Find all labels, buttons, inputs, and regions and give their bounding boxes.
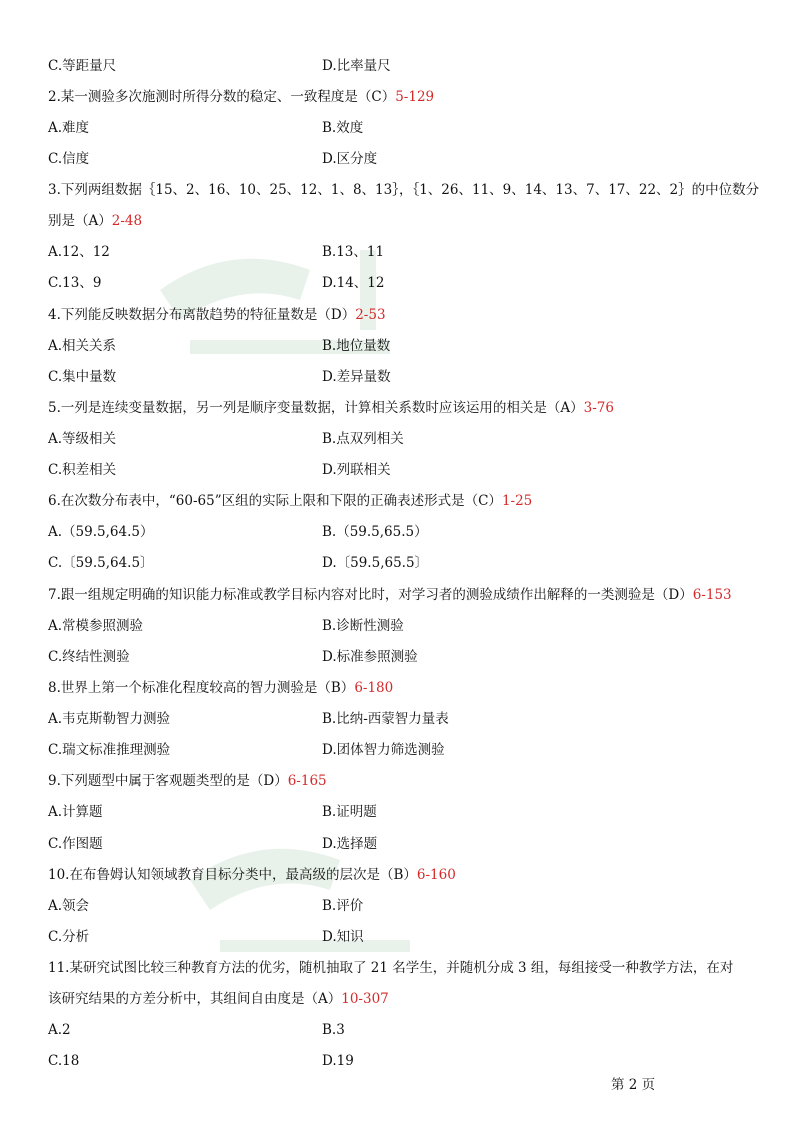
option-right: B.13、11	[322, 244, 385, 260]
option-right: D.比率量尺	[322, 58, 391, 74]
question-line	[48, 88, 434, 106]
option-right: B.证明题	[322, 804, 377, 820]
page-reference: 2-53	[355, 307, 386, 323]
option-left: C.作图题	[48, 836, 103, 852]
question-line	[48, 959, 733, 977]
question-text: 5.一列是连续变量数据，另一列是顺序变量数据，计算相关系数时应该运用的相关是（A）	[48, 400, 584, 416]
question-line	[48, 586, 732, 604]
question-line	[48, 306, 386, 324]
page-number: 第 2 页	[611, 1077, 656, 1093]
question-line	[48, 679, 393, 697]
option-left: A.12、12	[48, 244, 110, 260]
option-right: B.评价	[322, 898, 364, 914]
option-left: A.相关关系	[48, 338, 117, 354]
option-left: C.信度	[48, 151, 90, 167]
question-line	[48, 772, 327, 790]
option-right: D.知识	[322, 929, 364, 945]
option-right: D.14、12	[322, 275, 385, 291]
page-reference: 6-160	[416, 867, 456, 883]
question-text: 8.世界上第一个标准化程度较高的智力测验是（B）	[48, 680, 355, 696]
question-text: 4.下列能反映数据分布离散趋势的特征量数是（D）	[48, 307, 356, 323]
option-left: A.计算题	[48, 804, 103, 820]
option-right: D.标准参照测验	[322, 649, 418, 665]
option-right: D.选择题	[322, 836, 378, 852]
option-left: A.（59.5,64.5）	[48, 524, 154, 540]
option-left: C.13、9	[48, 275, 102, 291]
option-left: A.2	[48, 1022, 71, 1038]
option-left: C.〔59.5,64.5〕	[48, 555, 154, 571]
question-text: 10.在布鲁姆认知领域教育目标分类中，最高级的层次是（B）	[48, 867, 417, 883]
question-text: 该研究结果的方差分析中，其组间自由度是（A）	[48, 991, 342, 1007]
option-left: A.难度	[48, 120, 90, 136]
page-reference: 3-76	[583, 400, 614, 416]
option-right: B.（59.5,65.5）	[322, 524, 428, 540]
page-reference: 1-25	[501, 493, 533, 509]
page-reference: 5-129	[395, 89, 435, 105]
page-reference: 2-48	[111, 213, 143, 229]
question-text: 3.下列两组数据｛15、2、16、10、25、12、1、8、13｝，｛1、26、11、9、14、13、7、17、22、2｝的中位数分	[48, 182, 760, 198]
question-text: 9.下列题型中属于客观题类型的是（D）	[48, 773, 288, 789]
page-reference: 6-153	[692, 587, 732, 603]
page-reference: 6-180	[354, 680, 394, 696]
option-right: D.区分度	[322, 151, 378, 167]
option-right: D.列联相关	[322, 462, 391, 478]
option-left: C.终结性测验	[48, 649, 130, 665]
page-reference: 6-165	[287, 773, 327, 789]
option-right: B.地位量数	[322, 338, 391, 354]
option-left: A.领会	[48, 898, 90, 914]
question-text: 11.某研究试图比较三种教育方法的优劣，随机抽取了 21 名学生，并随机分成 3 组，每组接受一种教学方法，在对	[48, 960, 734, 976]
option-right: B.点双列相关	[322, 431, 404, 447]
question-line	[48, 212, 142, 230]
question-text: 7.跟一组规定明确的知识能力标准或教学目标内容对比时，对学习者的测验成绩作出解释的一类测验是（D）	[48, 587, 693, 603]
page-reference: 10-307	[341, 991, 389, 1007]
option-right: B.3	[322, 1022, 345, 1038]
option-right: B.诊断性测验	[322, 618, 404, 634]
option-left: C.等距量尺	[48, 58, 117, 74]
option-left: A.常模参照测验	[48, 618, 144, 634]
question-text: 2.某一测验多次施测时所得分数的稳定、一致程度是（C）	[48, 89, 396, 105]
question-line	[48, 181, 759, 199]
option-left: C.分析	[48, 929, 90, 945]
option-right: D.团体智力筛选测验	[322, 742, 445, 758]
question-line	[48, 866, 456, 884]
option-left: C.18	[48, 1053, 80, 1069]
option-left: C.积差相关	[48, 462, 117, 478]
option-right: D.19	[322, 1053, 354, 1069]
question-line	[48, 990, 389, 1008]
option-left: C.瑞文标准推理测验	[48, 742, 171, 758]
option-right: B.比纳-西蒙智力量表	[322, 711, 449, 727]
question-line	[48, 492, 532, 510]
question-text: 别是（A）	[48, 213, 112, 229]
question-line	[48, 399, 614, 417]
option-right: D.〔59.5,65.5〕	[322, 555, 429, 571]
question-text: 6.在次数分布表中，“60-65”区组的实际上限和下限的正确表述形式是（C）	[48, 493, 502, 509]
option-left: A.韦克斯勒智力测验	[48, 711, 171, 727]
option-right: B.效度	[322, 120, 364, 136]
option-right: D.差异量数	[322, 369, 391, 385]
option-left: C.集中量数	[48, 369, 117, 385]
option-left: A.等级相关	[48, 431, 117, 447]
